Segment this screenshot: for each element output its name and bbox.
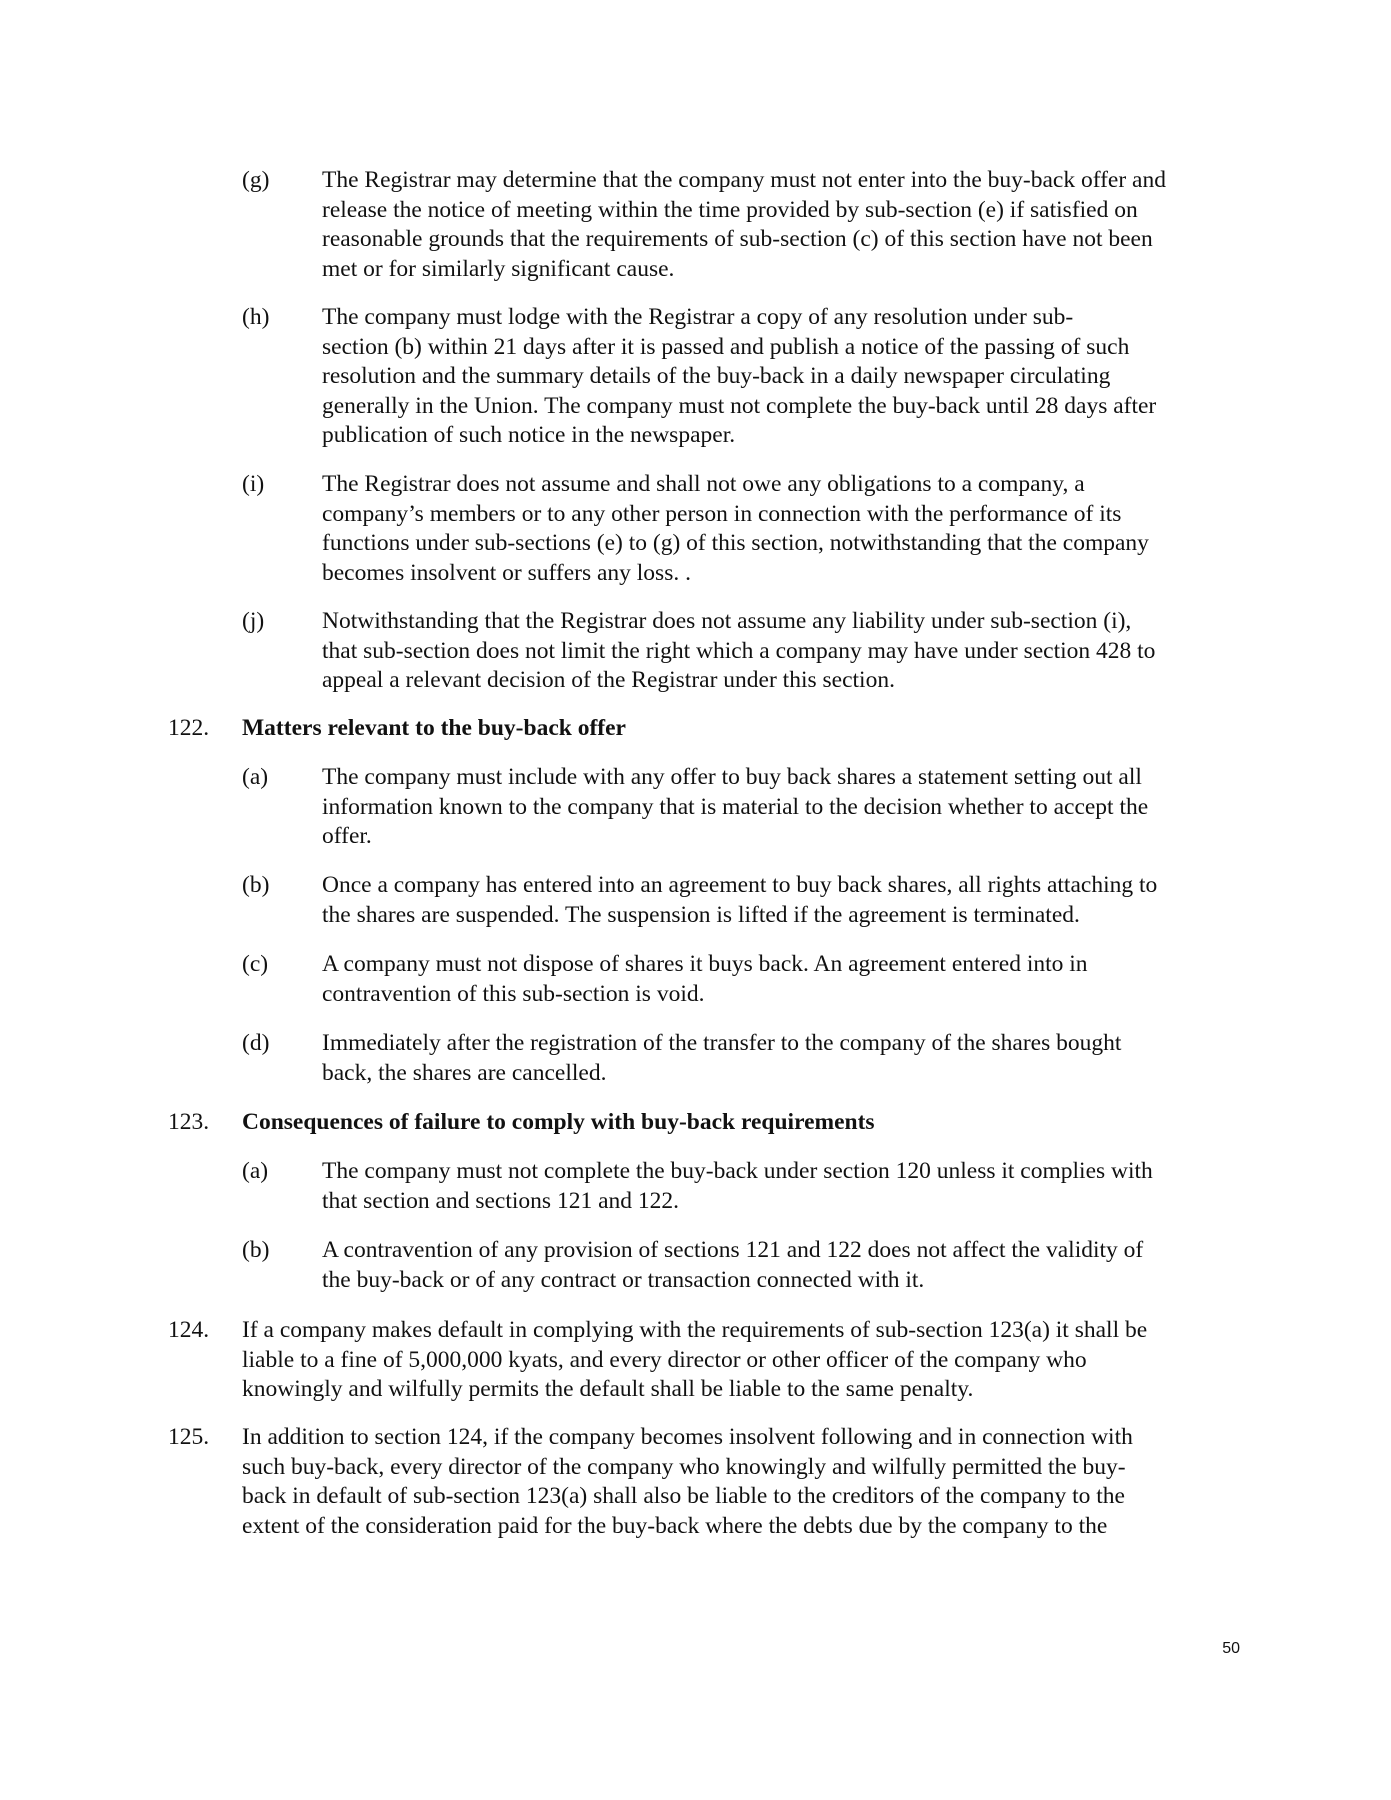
clause-text [322, 1236, 1222, 1295]
section-text [242, 1423, 1222, 1541]
section-number: 123. [168, 1109, 210, 1135]
text-line: section (b) within 21 days after it is passed and publish a notice of the passing of such [322, 333, 1130, 360]
text-line: information known to the company that is material to the decision whether to accept the [322, 793, 1149, 820]
section-number: 124. [168, 1317, 210, 1343]
page-number: 50 [1222, 1640, 1240, 1657]
text-line: appeal a relevant decision of the Registrar under this section. [322, 667, 895, 693]
clause-text [322, 871, 1222, 930]
text-line: the shares are suspended. The suspension is lifted if the agreement is terminated. [322, 901, 1080, 928]
clause-text [322, 607, 1222, 696]
clause-marker: (c) [242, 951, 269, 977]
text-line: Immediately after the registration of the transfer to the company of the shares bought [322, 1030, 1122, 1056]
clause-text [322, 763, 1222, 852]
clause-marker: (i) [242, 471, 265, 497]
text-line: publication of such notice in the newspaper. [322, 422, 736, 448]
text-line: The Registrar may determine that the company must not enter into the buy-back offer and [322, 167, 1166, 193]
text-line: reasonable grounds that the requirements of sub-section (c) of this section have not been [322, 226, 1153, 252]
text-line: met or for similarly significant cause. [322, 255, 675, 282]
text-line: The Registrar does not assume and shall not owe any obligations to a company, a [322, 471, 1085, 497]
text-line: company’s members or to any other person in connection with the performance of its [322, 500, 1122, 527]
clause-marker: (g) [242, 167, 270, 193]
section-text [242, 1316, 1222, 1405]
text-line: that sub-section does not limit the right which a company may have under section 428 to [322, 637, 1156, 664]
text-line: the buy-back or of any contract or transaction connected with it. [322, 1266, 925, 1293]
text-line: becomes insolvent or suffers any loss. . [322, 559, 691, 586]
text-line: A contravention of any provision of sections 121 and 122 does not affect the validity of [322, 1237, 1144, 1263]
section-number: 122. [168, 715, 210, 741]
clause-text [322, 470, 1222, 588]
clause-marker: (b) [242, 872, 270, 898]
text-line: The company must lodge with the Registrar a copy of any resolution under sub- [322, 304, 1074, 330]
clause-marker: (d) [242, 1030, 270, 1056]
text-line: knowingly and wilfully permits the default shall be liable to the same penalty. [242, 1376, 974, 1402]
clause-text [322, 950, 1222, 1009]
text-line: that section and sections 121 and 122. [322, 1187, 679, 1214]
section-heading: Matters relevant to the buy-back offer [242, 715, 626, 741]
text-line: In addition to section 124, if the company becomes insolvent following and in connection with [242, 1424, 1133, 1450]
section-number: 125. [168, 1424, 210, 1450]
clause-marker: (a) [242, 1158, 269, 1184]
text-line: Once a company has entered into an agreement to buy back shares, all rights attaching to [322, 872, 1158, 898]
section-heading: Consequences of failure to comply with buy-back requirements [242, 1109, 875, 1135]
text-line: The company must include with any offer to buy back shares a statement setting out all [322, 764, 1142, 790]
clause-text [322, 303, 1222, 451]
text-line: resolution and the summary details of the buy-back in a daily newspaper circulating [322, 363, 1111, 389]
text-line: If a company makes default in complying with the requirements of sub-section 123(a) it shall be [242, 1317, 1148, 1343]
text-line: back, the shares are cancelled. [322, 1059, 607, 1086]
text-line: liable to a fine of 5,000,000 kyats, and every director or other officer of the company who [242, 1346, 1087, 1373]
clause-marker: (a) [242, 764, 269, 790]
text-line: back in default of sub-section 123(a) shall also be liable to the creditors of the company to the [242, 1483, 1125, 1509]
text-line: offer. [322, 823, 372, 849]
clause-text [322, 166, 1222, 284]
clause-marker: (b) [242, 1237, 270, 1263]
clause-marker: (j) [242, 608, 265, 634]
text-line: The company must not complete the buy-back under section 120 unless it complies with [322, 1158, 1153, 1184]
clause-marker: (h) [242, 304, 270, 330]
clause-text [322, 1029, 1222, 1088]
text-line: contravention of this sub-section is void. [322, 980, 705, 1007]
clause-text [322, 1157, 1222, 1216]
text-line: extent of the consideration paid for the buy-back where the debts due by the company to the [242, 1512, 1108, 1539]
text-line: Notwithstanding that the Registrar does not assume any liability under sub-section (i), [322, 608, 1132, 634]
text-line: generally in the Union. The company must not complete the buy-back until 28 days after [322, 392, 1157, 419]
text-line: release the notice of meeting within the time provided by sub-section (e) if satisfied on [322, 196, 1138, 223]
text-line: A company must not dispose of shares it buys back. An agreement entered into in [322, 951, 1088, 977]
text-line: such buy-back, every director of the company who knowingly and wilfully permitted the buy- [242, 1453, 1126, 1480]
text-line: functions under sub-sections (e) to (g) of this section, notwithstanding that the company [322, 530, 1149, 556]
